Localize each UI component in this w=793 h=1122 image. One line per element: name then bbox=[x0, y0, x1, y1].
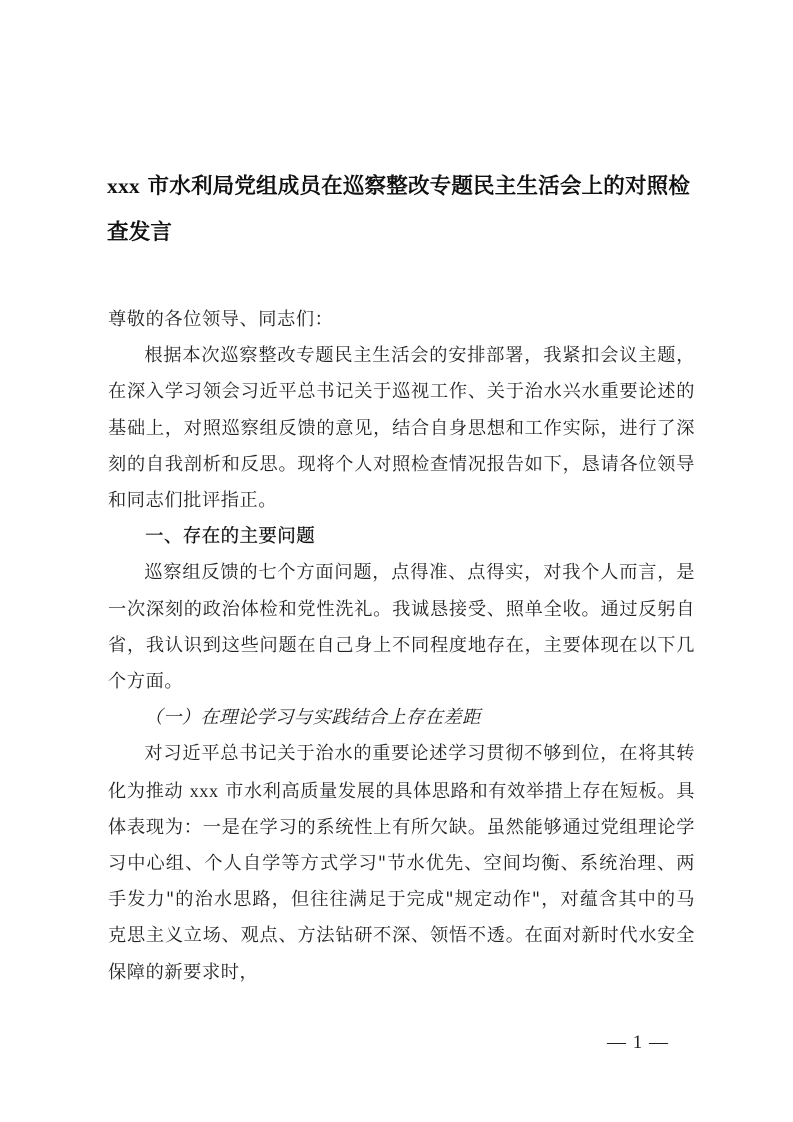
city-placeholder: xxx bbox=[189, 780, 219, 801]
section-heading-main-problems: 一、存在的主要问题 bbox=[145, 526, 316, 548]
section-1-paragraph: 巡察组反馈的七个方面问题，点得准、点得实，对我个人而言，是一次深刻的政治体检和党性洗礼。我诚恳接受、照单全收。通过反躬自省，我认识到这些问题在自己身上不同程度地存在，主要体现在以下几个方面。 bbox=[108, 562, 695, 693]
document-title bbox=[107, 163, 697, 256]
document-body bbox=[108, 302, 695, 991]
page-number: — 1 — bbox=[607, 1032, 669, 1053]
subsection-1-text-part1: 对习近平总书记关于治水的重要论述学习贯彻不够到位，在将其转化为推动 bbox=[108, 743, 695, 802]
salutation: 尊敬的各位领导、同志们： bbox=[108, 309, 334, 330]
subsection-1-paragraph bbox=[108, 736, 695, 990]
subsection-heading-theory-practice: （一）在理论学习与实践结合上存在差距 bbox=[144, 707, 481, 729]
title-text: 市水利局党组成员在巡察整改专题民主生活会上的对照检查发言 bbox=[107, 174, 691, 245]
subsection-1-text-part2: 市水利高质量发展的具体思路和有效举措上存在短板。具体表现为：一是在学习的系统性上有所欠缺。虽然能够通过党组理论学习中心组、个人自学等方式学习"节水优先、空间均衡、系统治理、两手发力"的治水思路，但往往满足于完成"规定动作"，对蕴含其中的马克思主义立场、观点、方法钻研不深、领悟不透。在面对新时代水安全保障的新要求时， bbox=[108, 780, 695, 983]
title-city-placeholder: xxx bbox=[107, 174, 140, 198]
intro-paragraph: 根据本次巡察整改专题民主生活会的安排部署，我紧扣会议主题，在深入学习领会习近平总书记关于巡视工作、关于治水兴水重要论述的基础上，对照巡察组反馈的意见，结合自身思想和工作实际，进行了深刻的自我剖析和反思。现将个人对照检查情况报告如下，恳请各位领导和同志们批评指正。 bbox=[108, 345, 695, 512]
